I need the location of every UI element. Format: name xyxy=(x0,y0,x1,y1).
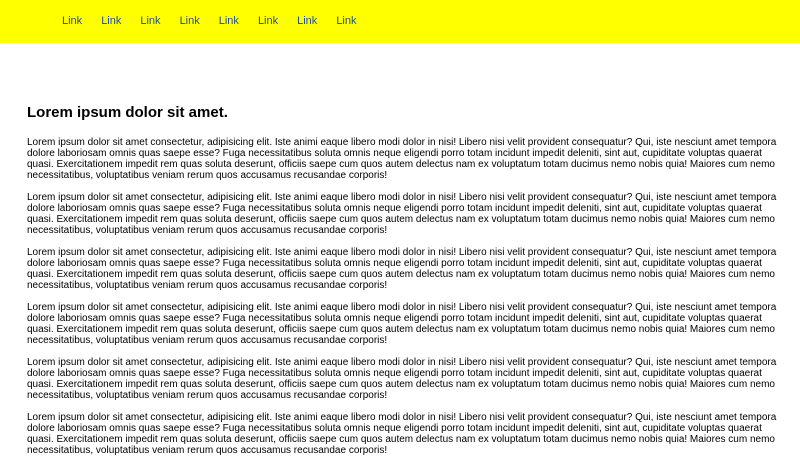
paragraph-4: Lorem ipsum dolor sit amet consectetur, adipisicing elit. Iste animi eaque libero modi dolor in nisi! Libero nisi velit provident consequatur? Qui, iste nesciunt amet tempora dolore laboriosam omnis quas saepe esse? Fuga necessitatibus soluta omnis neque eligendi porro totam incidunt impedit deleniti, sint aut, cupiditate voluptas quaerat quasi. Exercitationem impedit rem quas soluta deserunt, officiis saepe cum quos autem delectus nam ex voluptatum totam ducimus nemo nobis quia! Maiores cum nemo necessitatibus, voluptatibus veniam rerum quos accusamus recusandae corporis! xyxy=(27,302,777,346)
main-content xyxy=(27,104,781,467)
nav-link-3[interactable]: Link xyxy=(140,15,161,27)
paragraph-2: Lorem ipsum dolor sit amet consectetur, adipisicing elit. Iste animi eaque libero modi dolor in nisi! Libero nisi velit provident consequatur? Qui, iste nesciunt amet tempora dolore laboriosam omnis quas saepe esse? Fuga necessitatibus soluta omnis neque eligendi porro totam incidunt impedit deleniti, sint aut, cupiditate voluptas quaerat quasi. Exercitationem impedit rem quas soluta deserunt, officiis saepe cum quos autem delectus nam ex voluptatum totam ducimus nemo nobis quia! Maiores cum nemo necessitatibus, voluptatibus veniam rerum quos accusamus recusandae corporis! xyxy=(27,192,777,236)
main-nav xyxy=(62,15,376,28)
paragraph-3: Lorem ipsum dolor sit amet consectetur, adipisicing elit. Iste animi eaque libero modi dolor in nisi! Libero nisi velit provident consequatur? Qui, iste nesciunt amet tempora dolore laboriosam omnis quas saepe esse? Fuga necessitatibus soluta omnis neque eligendi porro totam incidunt impedit deleniti, sint aut, cupiditate voluptas quaerat quasi. Exercitationem impedit rem quas soluta deserunt, officiis saepe cum quos autem delectus nam ex voluptatum totam ducimus nemo nobis quia! Maiores cum nemo necessitatibus, voluptatibus veniam rerum quos accusamus recusandae corporis! xyxy=(27,247,777,291)
nav-link-8[interactable]: Link xyxy=(336,15,357,27)
paragraph-6: Lorem ipsum dolor sit amet consectetur, adipisicing elit. Iste animi eaque libero modi dolor in nisi! Libero nisi velit provident consequatur? Qui, iste nesciunt amet tempora dolore laboriosam omnis quas saepe esse? Fuga necessitatibus soluta omnis neque eligendi porro totam incidunt impedit deleniti, sint aut, cupiditate voluptas quaerat quasi. Exercitationem impedit rem quas soluta deserunt, officiis saepe cum quos autem delectus nam ex voluptatum totam ducimus nemo nobis quia! Maiores cum nemo necessitatibus, voluptatibus veniam rerum quos accusamus recusandae corporis! xyxy=(27,412,777,456)
top-navbar xyxy=(0,0,800,43)
nav-link-5[interactable]: Link xyxy=(218,15,239,27)
nav-link-6[interactable]: Link xyxy=(257,15,279,27)
nav-link-7[interactable]: Link xyxy=(297,15,318,27)
nav-link-4[interactable]: Link xyxy=(179,15,200,27)
paragraph-1: Lorem ipsum dolor sit amet consectetur, adipisicing elit. Iste animi eaque libero modi dolor in nisi! Libero nisi velit provident consequatur? Qui, iste nesciunt amet tempora dolore laboriosam omnis quas saepe esse? Fuga necessitatibus soluta omnis neque eligendi porro totam incidunt impedit deleniti, sint aut, cupiditate voluptas quaerat quasi. Exercitationem impedit rem quas soluta deserunt, officiis saepe cum quos autem delectus nam ex voluptatum totam ducimus nemo nobis quia! Maiores cum nemo necessitatibus, voluptatibus veniam rerum quos accusamus recusandae corporis! xyxy=(27,137,777,181)
nav-link-1[interactable]: Link xyxy=(62,15,83,27)
paragraph-5: Lorem ipsum dolor sit amet consectetur, adipisicing elit. Iste animi eaque libero modi dolor in nisi! Libero nisi velit provident consequatur? Qui, iste nesciunt amet tempora dolore laboriosam omnis quas saepe esse? Fuga necessitatibus soluta omnis neque eligendi porro totam incidunt impedit deleniti, sint aut, cupiditate voluptas quaerat quasi. Exercitationem impedit rem quas soluta deserunt, officiis saepe cum quos autem delectus nam ex voluptatum totam ducimus nemo nobis quia! Maiores cum nemo necessitatibus, voluptatibus veniam rerum quos accusamus recusandae corporis! xyxy=(27,357,777,401)
nav-link-2[interactable]: Link xyxy=(101,15,122,27)
page-heading: Lorem ipsum dolor sit amet. xyxy=(27,104,228,121)
